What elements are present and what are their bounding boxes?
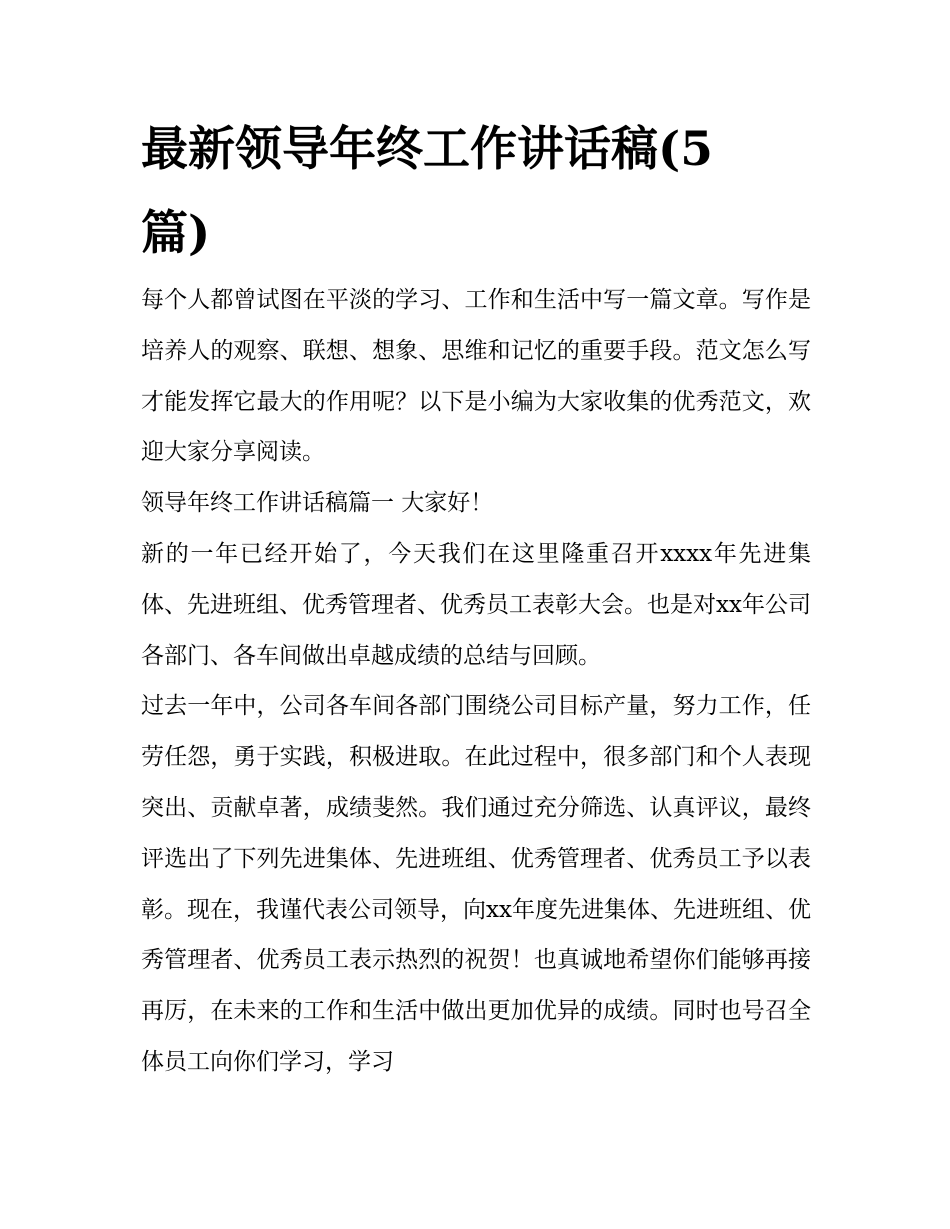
document-body: [141, 275, 811, 1088]
paragraph-section-heading: 领导年终工作讲话稿篇一 大家好！: [141, 490, 494, 517]
paragraph-review: 过去一年中，公司各车间各部门围绕公司目标产量，努力工作，任劳任怨，勇于实践，积极进取。在此过程中，很多部门和个人表现突出、贡献卓著，成绩斐然。我们通过充分筛选、认真评议，最终评选出了下列先进集体、先进班组、优秀管理者、优秀员工予以表彰。现在，我谨代表公司领导，向xx年度先进集体、先进班组、优秀管理者、优秀员工表示热烈的祝贺！也真诚地希望你们能够再接再厉，在未来的工作和生活中做出更加优异的成绩。同时也号召全体员工向你们学习，学习: [141, 693, 811, 1075]
paragraph-intro: 每个人都曾试图在平淡的学习、工作和生活中写一篇文章。写作是培养人的观察、联想、想象、思维和记忆的重要手段。范文怎么写才能发挥它最大的作用呢？以下是小编为大家收集的优秀范文，欢迎大家分享阅读。: [141, 287, 811, 466]
paragraph-opening: 新的一年已经开始了，今天我们在这里隆重召开xxxx年先进集体、先进班组、优秀管理者、优秀员工表彰大会。也是对xx年公司各部门、各车间做出卓越成绩的总结与回顾。: [141, 540, 811, 669]
document-title: 最新领导年终工作讲话稿(5篇): [141, 122, 713, 261]
